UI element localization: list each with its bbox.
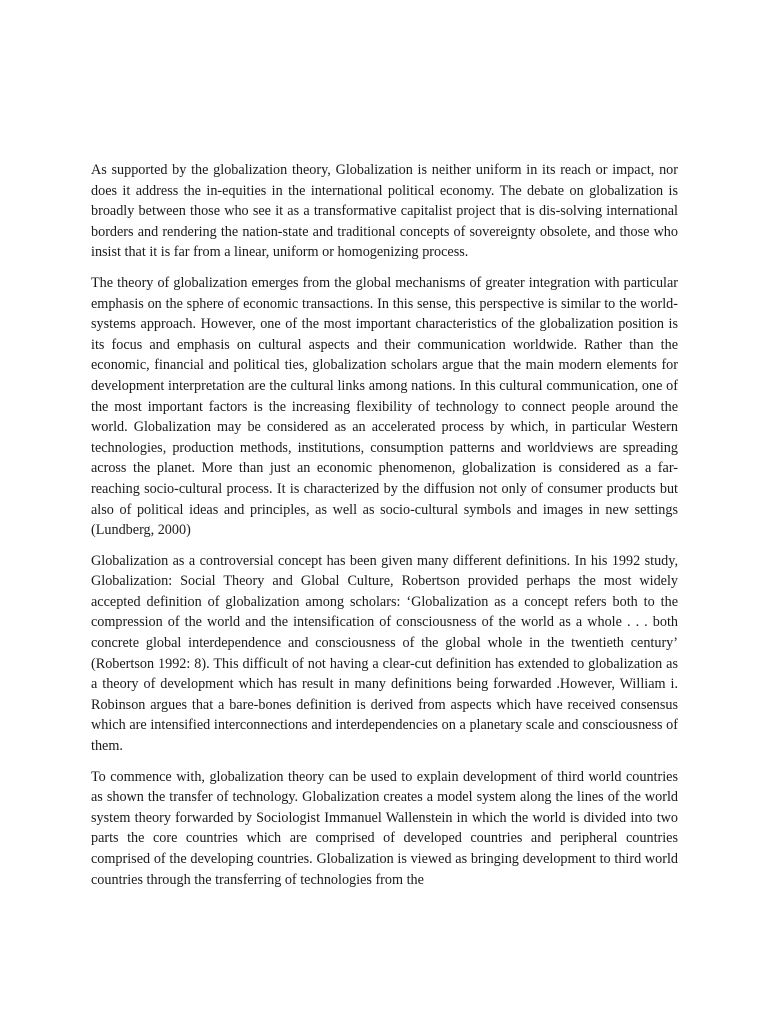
document-body (91, 160, 678, 900)
paragraph-3: Globalization as a controversial concept has been given many different definitions. In his 1992 study, Globalization: Social Theory and Global Culture, Robertson provided perhaps the most widely accepted definition of globalization among scholars: ‘Globalization as a concept refers both to the compression of the world and the intensification of consciousness of the world as a whole . . . both concrete global interdependence and consciousness of the global whole in the twentieth century’ (Robertson 1992: 8). This difficult of not having a clear-cut definition has extended to globalization as a theory of development which has result in many definitions being forwarded .However, William i. Robinson argues that a bare-bones definition is derived from aspects which have received consensus which are intensified interconnections and interdependencies on a planetary scale and consciousness of them. (91, 552, 678, 755)
paragraph-2: The theory of globalization emerges from the global mechanisms of greater integration with particular emphasis on the sphere of economic transactions. In this sense, this perspective is similar to the world-systems approach. However, one of the most important characteristics of the globalization position is its focus and emphasis on cultural aspects and their communication worldwide. Rather than the economic, financial and political ties, globalization scholars argue that the main modern elements for development interpretation are the cultural links among nations. In this cultural communication, one of the most important factors is the increasing flexibility of technology to connect people around the world. Globalization may be considered as an accelerated process by which, in particular Western technologies, production methods, institutions, consumption patterns and worldviews are spreading across the planet. More than just an economic phenomenon, globalization is considered as a far-reaching socio-cultural process. It is characterized by the diffusion not only of consumer products but also of political ideas and principles, as well as socio-cultural symbols and images in new settings (Lundberg, 2000) (91, 274, 678, 539)
paragraph-4: To commence with, globalization theory can be used to explain development of third world countries as shown the transfer of technology. Globalization creates a model system along the lines of the world system theory forwarded by Sociologist Immanuel Wallenstein in which the world is divided into two parts the core countries which are comprised of developed countries and peripheral countries comprised of the developing countries. Globalization is viewed as bringing development to third world countries through the transferring of technologies from the (91, 768, 678, 888)
paragraph-1: As supported by the globalization theory, Globalization is neither uniform in its reach or impact, nor does it address the in-equities in the international political economy. The debate on globalization is broadly between those who see it as a transformative capitalist project that is dis-solving international borders and rendering the nation-state and traditional concepts of sovereignty obsolete, and those who insist that it is far from a linear, uniform or homogenizing process. (91, 162, 678, 261)
